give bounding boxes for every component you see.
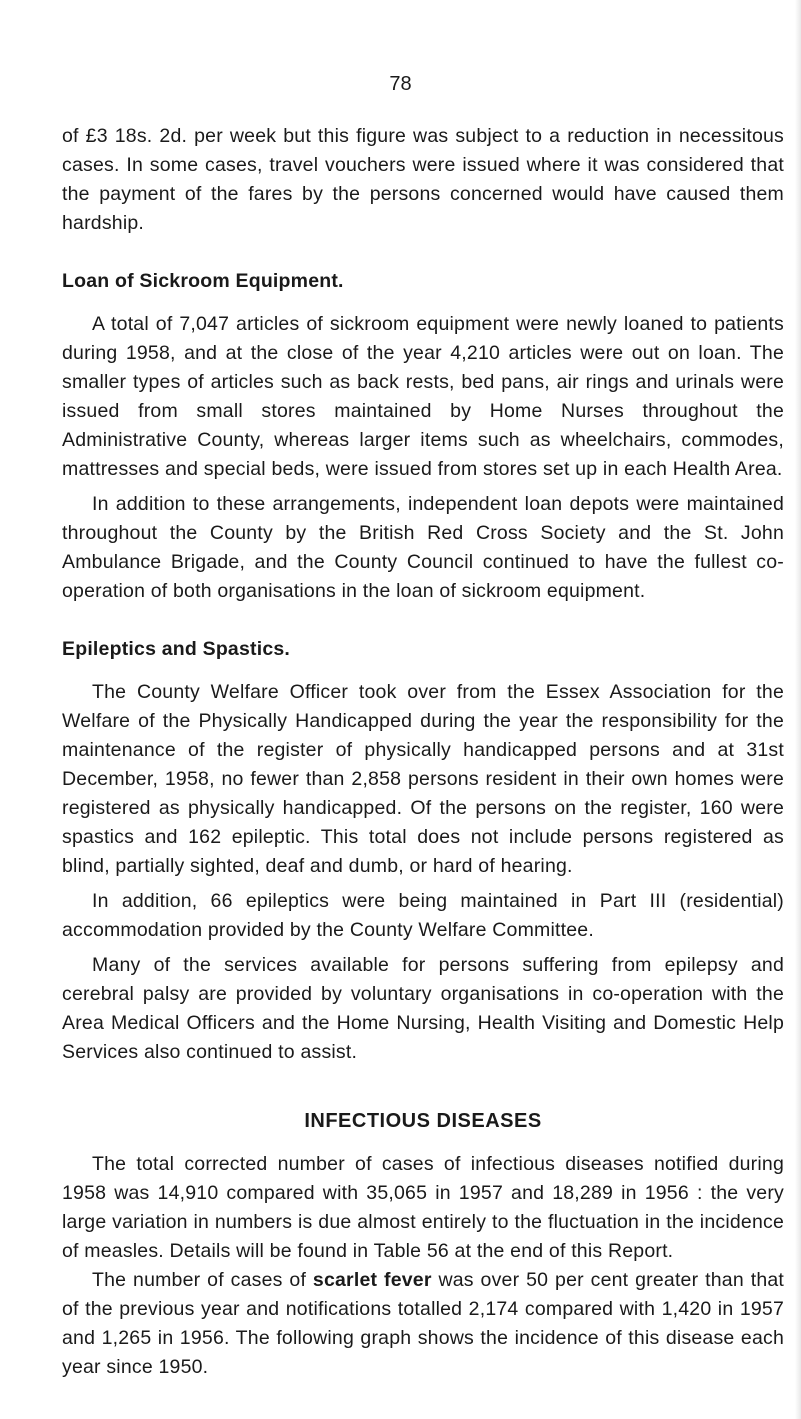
epileptics-section-heading: Epileptics and Spastics.	[62, 638, 291, 660]
epileptics-paragraph: The County Welfare Officer took over from the Essex Association for the Welfare of the Physically Handicapped during the year the responsibility for the maintenance of the register of physically handicapped persons and at 31st December, 1958, no fewer than 2,858 persons resident in their own homes were registered as physically handicapped. Of the persons on the register, 160 were spastics and 162 epileptic. This total does not include persons registered as blind, partially sighted, deaf and dumb, or hard of hearing.	[62, 681, 784, 877]
page-number: 78	[389, 73, 412, 95]
infectious-paragraph-scarlet-fever	[62, 1266, 784, 1382]
page-content	[62, 122, 784, 1382]
infectious-paragraph: The total corrected number of cases of infectious diseases notified during 1958 was 14,910 compared with 35,065 in 1957 and 18,289 in 1956 : the very large variation in numbers is due almost entirely to the fluctuation in the incidence of measles. Details will be found in Table 56 at the end of this Report.	[62, 1153, 784, 1262]
scarlet-fever-term: scarlet fever	[312, 1269, 432, 1291]
scarlet-fever-text-before: The number of cases of	[92, 1269, 313, 1291]
infectious-diseases-heading: INFECTIOUS DISEASES	[304, 1110, 542, 1132]
loan-paragraph: A total of 7,047 articles of sickroom equipment were newly loaned to patients during 1958, and at the close of the year 4,210 articles were out on loan. The smaller types of articles such as back rests, bed pans, air rings and urinals were issued from small stores maintained by Home Nurses throughout the Administrative County, whereas larger items such as wheelchairs, commodes, mattresses and special beds, were issued from stores set up in each Health Area.	[62, 313, 784, 480]
loan-paragraph: In addition to these arrangements, independent loan depots were maintained throughout the County by the British Red Cross Society and the St. John Ambulance Brigade, and the County Council continued to have the fullest co-operation of both organisations in the loan of sickroom equipment.	[62, 493, 784, 602]
intro-paragraph: of £3 18s. 2d. per week but this figure was subject to a reduction in necessitous cases. In some cases, travel vouchers were issued where it was considered that the payment of the fares by the persons concerned would have caused them hardship.	[62, 125, 784, 234]
page-edge-shadow	[795, 0, 801, 1419]
scarlet-fever-text-after: was over 50 per cent greater than that of the previous year and notifications totalled 2,174 compared with 1,420 in 1957 and 1,265 in 1956. The following graph shows the incidence of this disease each year since 1950.	[62, 1269, 785, 1378]
epileptics-paragraph: Many of the services available for persons suffering from epilepsy and cerebral palsy are provided by voluntary organisations in co-operation with the Area Medical Officers and the Home Nursing, Health Visiting and Domestic Help Services also continued to assist.	[62, 954, 784, 1063]
epileptics-paragraph: In addition, 66 epileptics were being maintained in Part III (residential) accommodation provided by the County Welfare Committee.	[62, 890, 784, 941]
loan-section-heading: Loan of Sickroom Equipment.	[62, 270, 344, 292]
